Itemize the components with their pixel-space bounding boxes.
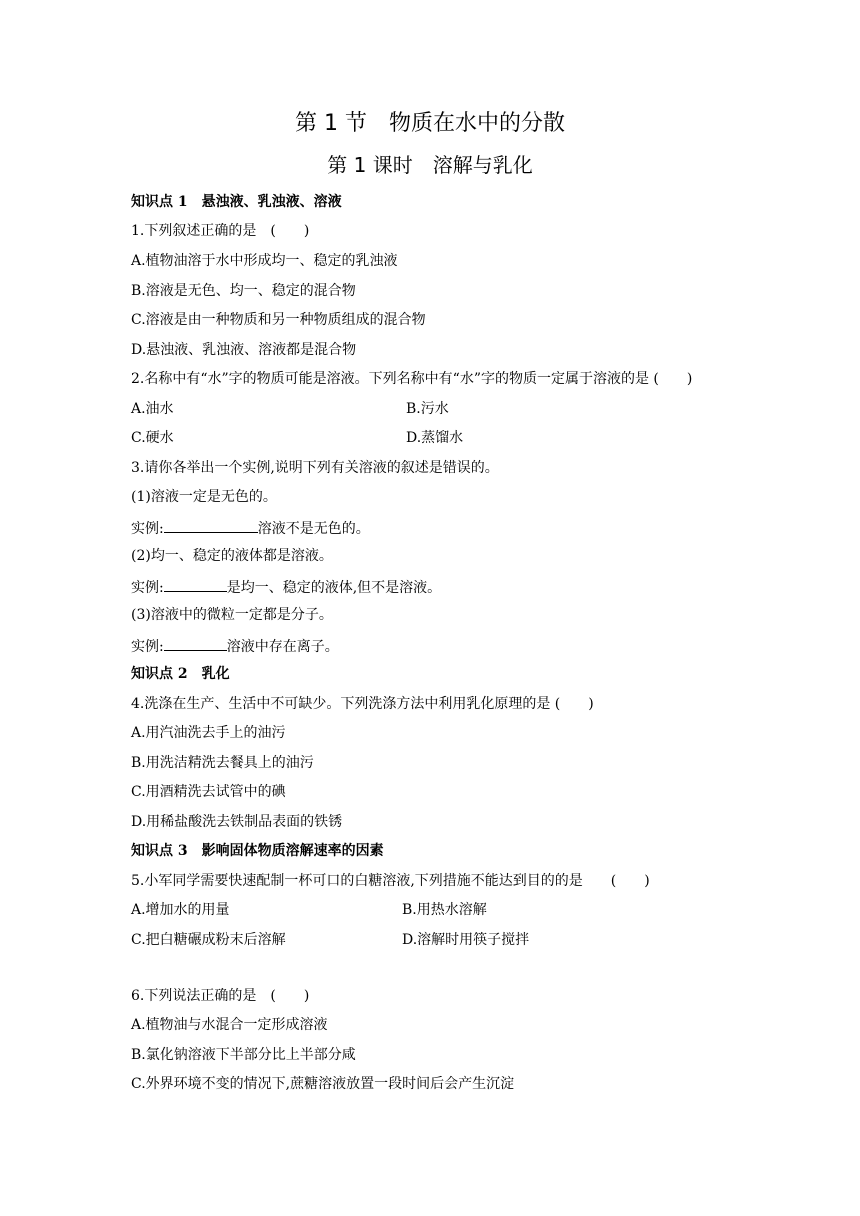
question-3-stem: 3.请你各举出一个实例,说明下列有关溶液的叙述是错误的。 [131, 460, 499, 476]
question-3-part-1: (1)溶液一定是无色的。 [131, 489, 277, 505]
example-label: 实例: [131, 639, 164, 655]
answer-blank-2[interactable] [164, 577, 227, 592]
question-5-stem: 5.小军同学需要快速配制一杯可口的白糖溶液,下列措施不能达到目的的是 ( ) [131, 873, 650, 889]
question-4-option-b: B.用洗洁精洗去餐具上的油污 [131, 755, 314, 771]
question-4-option-d: D.用稀盐酸洗去铁制品表面的铁锈 [131, 814, 343, 830]
question-4-option-a: A.用汽油洗去手上的油污 [131, 725, 286, 741]
question-1-option-a: A.植物油溶于水中形成均一、稳定的乳浊液 [131, 253, 398, 269]
question-4-option-c: C.用酒精洗去试管中的碘 [131, 784, 286, 800]
answer-blank-1[interactable] [164, 518, 258, 533]
question-2-option-d: D.蒸馏水 [406, 430, 464, 446]
example-suffix: 溶液中存在离子。 [226, 639, 339, 655]
question-3-part-3: (3)溶液中的微粒一定都是分子。 [131, 607, 333, 623]
example-suffix: 溶液不是无色的。 [257, 521, 370, 537]
question-5-option-b: B.用热水溶解 [402, 902, 487, 918]
question-2-option-c: C.硬水 [131, 430, 174, 446]
question-1-option-d: D.悬浊液、乳浊液、溶液都是混合物 [131, 342, 357, 358]
page-title: 第 1 节 物质在水中的分散 [295, 111, 565, 136]
question-5-option-c: C.把白糖碾成粉末后溶解 [131, 932, 286, 948]
lesson-subtitle: 第 1 课时 溶解与乳化 [327, 153, 533, 177]
question-3-example-3 [131, 636, 339, 656]
question-4-stem: 4.洗涤在生产、生活中不可缺少。下列洗涤方法中利用乳化原理的是 ( ) [131, 696, 594, 712]
answer-blank-3[interactable] [164, 636, 227, 651]
example-suffix: 是均一、稳定的液体,但不是溶液。 [226, 580, 442, 596]
question-5-option-d: D.溶解时用筷子搅拌 [402, 932, 530, 948]
question-5-option-a: A.增加水的用量 [131, 902, 230, 918]
question-2-option-b: B.污水 [406, 401, 449, 417]
question-1-option-c: C.溶液是由一种物质和另一种物质组成的混合物 [131, 312, 426, 328]
example-label: 实例: [131, 580, 164, 596]
section-heading-1: 知识点 1 悬浊液、乳浊液、溶液 [131, 194, 342, 210]
question-3-example-2 [131, 577, 441, 597]
question-1-stem: 1.下列叙述正确的是 ( ) [131, 223, 310, 239]
question-6-option-a: A.植物油与水混合一定形成溶液 [131, 1017, 328, 1033]
question-6-stem: 6.下列说法正确的是 ( ) [131, 988, 310, 1004]
example-label: 实例: [131, 521, 164, 537]
question-2-option-a: A.油水 [131, 401, 174, 417]
question-3-part-2: (2)均一、稳定的液体都是溶液。 [131, 548, 333, 564]
question-1-option-b: B.溶液是无色、均一、稳定的混合物 [131, 283, 356, 299]
question-3-example-1 [131, 518, 370, 538]
section-heading-2: 知识点 2 乳化 [131, 666, 230, 682]
question-2-stem: 2.名称中有“水”字的物质可能是溶液。下列名称中有“水”字的物质一定属于溶液的是 ( ) [131, 371, 693, 387]
section-heading-3: 知识点 3 影响固体物质溶解速率的因素 [131, 843, 384, 859]
question-6-option-c: C.外界环境不变的情况下,蔗糖溶液放置一段时间后会产生沉淀 [131, 1076, 515, 1092]
question-6-option-b: B.氯化钠溶液下半部分比上半部分咸 [131, 1047, 356, 1063]
